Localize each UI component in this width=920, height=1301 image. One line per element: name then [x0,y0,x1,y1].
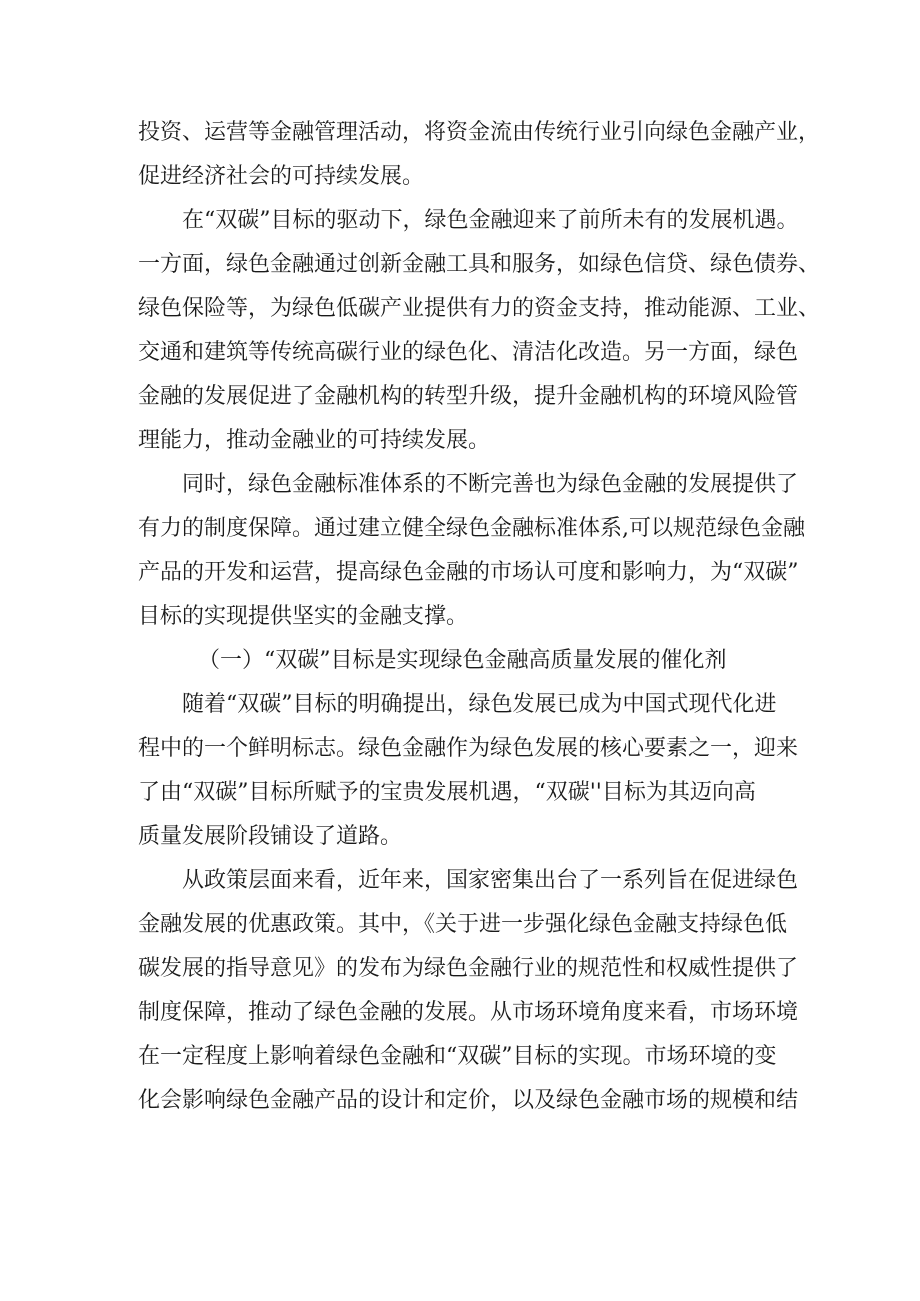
paragraph-0-line-0: 投资、运营等金融管理活动，将资金流由传统行业引向绿色金融产业， [138,120,821,145]
paragraph-1-line-2: 绿色保险等，为绿色低碳产业提供有力的资金支持，推动能源、工业、 [138,296,821,321]
paragraph-1-line-1: 一方面，绿色金融通过创新金融工具和服务，如绿色信贷、绿色债券、 [138,252,821,277]
paragraph-2-line-1: 有力的制度保障。通过建立健全绿色金融标准体系,可以规范绿色金融 [138,516,805,541]
paragraph-5-line-4: 在一定程度上影响着绿色金融和“双碳”目标的实现。市场环境的变 [138,1044,777,1069]
paragraph-2-line-0: 同时，绿色金融标准体系的不断完善也为绿色金融的发展提供了 [182,472,799,497]
paragraph-2-line-2: 产品的开发和运营，提高绿色金融的市场认可度和影响力，为“双碳” [138,560,799,585]
paragraph-5-line-5: 化会影响绿色金融产品的设计和定价，以及绿色金融市场的规模和结 [138,1088,799,1113]
paragraph-4-line-1: 程中的一个鲜明标志。绿色金融作为绿色发展的核心要素之一，迎来 [138,736,799,761]
paragraph-4-line-0: 随着“双碳”目标的明确提出，绿色发展已成为中国式现代化进 [182,692,777,717]
paragraph-5-line-3: 制度保障，推动了绿色金融的发展。从市场环境角度来看，市场环境 [138,1000,799,1025]
paragraph-2-line-3: 目标的实现提供坚实的金融支撑。 [138,604,469,629]
paragraph-1-line-5: 理能力，推动金融业的可持续发展。 [138,428,491,453]
paragraph-4-line-3: 质量发展阶段铺设了道路。 [138,824,403,849]
paragraph-5-line-2: 碳发展的指导意见》的发布为绿色金融行业的规范性和权威性提供了 [138,956,799,981]
paragraph-5-line-1: 金融发展的优惠政策。其中，《关于进一步强化绿色金融支持绿色低 [138,912,788,937]
paragraph-1-line-4: 金融的发展促进了金融机构的转型升级，提升金融机构的环境风险管 [138,384,799,409]
paragraph-4-line-2: 了由“双碳”目标所赋予的宝贵发展机遇，“双碳''目标为其迈向高 [138,780,756,805]
paragraph-1-line-0: 在“双碳”目标的驱动下，绿色金融迎来了前所未有的发展机遇。 [182,208,799,233]
section-heading: （一）“双碳”目标是实现绿色金融高质量发展的催化剂 [198,648,727,673]
paragraph-0-line-1: 促进经济社会的可持续发展。 [138,164,425,189]
paragraph-5-line-0: 从政策层面来看，近年来，国家密集出台了一系列旨在促进绿色 [182,868,799,893]
paragraph-1-line-3: 交通和建筑等传统高碳行业的绿色化、清洁化改造。另一方面，绿色 [138,340,799,365]
